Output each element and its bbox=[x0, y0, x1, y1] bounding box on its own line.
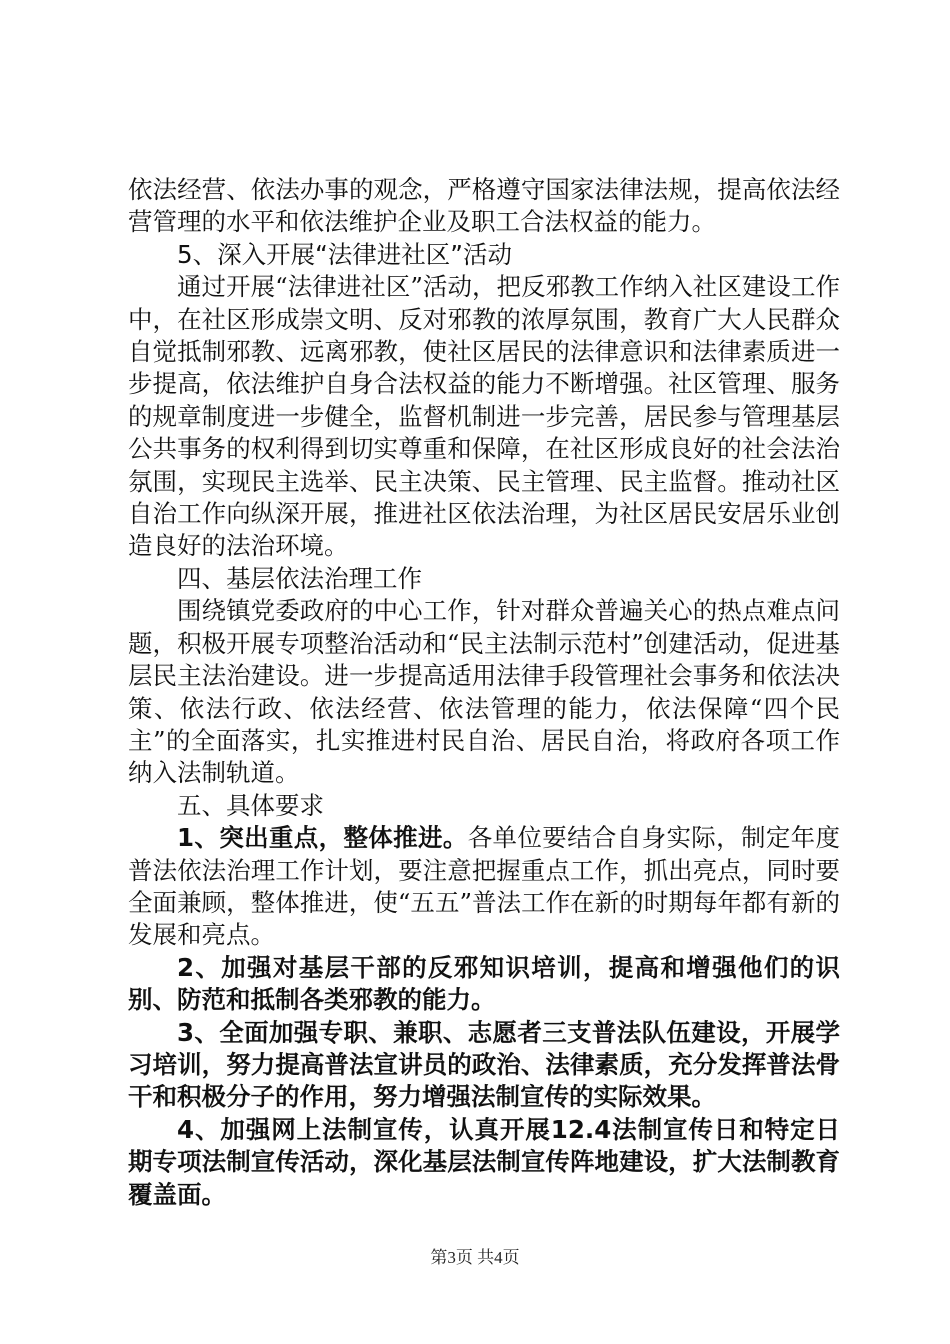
requirement-item-1-lead: 1、突出重点，整体推进。 bbox=[177, 823, 468, 853]
requirement-item-2: 2、加强对基层干部的反邪知识培训，提高和增强他们的识别、防范和抵制各类邪教的能力。 bbox=[128, 952, 840, 1015]
paragraph-community-law: 通过开展“法律进社区”活动，把反邪教工作纳入社区建设工作中，在社区形成崇文明、反对邪教的浓厚氛围，教育广大人民群众自觉抵制邪教、远离邪教，使社区居民的法律意识和法律素质进一步提高，依法维护自身合法权益的能力不断增强。社区管理、服务的规章制度进一步健全，监督机制进一步完善，居民参与管理基层公共事务的权利得到切实尊重和保障，在社区形成良好的社会法治氛围，实现民主选举、民主决策、民主管理、民主监督。推动社区自治工作向纵深开展，推进社区依法治理，为社区居民安居乐业创造良好的法治环境。 bbox=[128, 272, 840, 561]
page-footer: 第3页 共4页 bbox=[430, 1248, 520, 1267]
requirement-item-1-body: 各单位要结合自身实际，制定年度普法依法治理工作计划，要注意把握重点工作，抓出亮点，同时要全面兼顾，整体推进，使“五五”普法工作在新的时期每年都有新的发展和亮点。 bbox=[128, 823, 841, 950]
paragraph-grassroots-governance: 围绕镇党委政府的中心工作，针对群众普遍关心的热点难点问题，积极开展专项整治活动和“民主法制示范村”创建活动，促进基层民主法治建设。进一步提高适用法律手段管理社会事务和依法决策、依法行政、依法经营、依法管理的能力，依法保障“四个民主”的全面落实，扎实推进村民自治、居民自治，将政府各项工作纳入法制轨道。 bbox=[128, 596, 840, 788]
requirement-item-4: 4、加强网上法制宣传，认真开展12.4法制宣传日和特定日期专项法制宣传活动，深化基层法制宣传阵地建设，扩大法制教育覆盖面。 bbox=[128, 1114, 840, 1209]
requirement-item-1 bbox=[128, 822, 840, 952]
section-heading-4: 四、基层依法治理工作 bbox=[177, 563, 422, 593]
section-heading-5: 5、深入开展“法律进社区”活动 bbox=[177, 239, 512, 269]
document-body bbox=[128, 174, 840, 1211]
paragraph-continuation: 依法经营、依法办事的观念，严格遵守国家法律法规，提高依法经营管理的水平和依法维护企业及职工合法权益的能力。 bbox=[128, 175, 840, 237]
section-heading-requirements: 五、具体要求 bbox=[177, 790, 324, 820]
requirement-item-3: 3、全面加强专职、兼职、志愿者三支普法队伍建设，开展学习培训，努力提高普法宣讲员的政治、法律素质，充分发挥普法骨干和积极分子的作用，努力增强法制宣传的实际效果。 bbox=[128, 1017, 840, 1112]
